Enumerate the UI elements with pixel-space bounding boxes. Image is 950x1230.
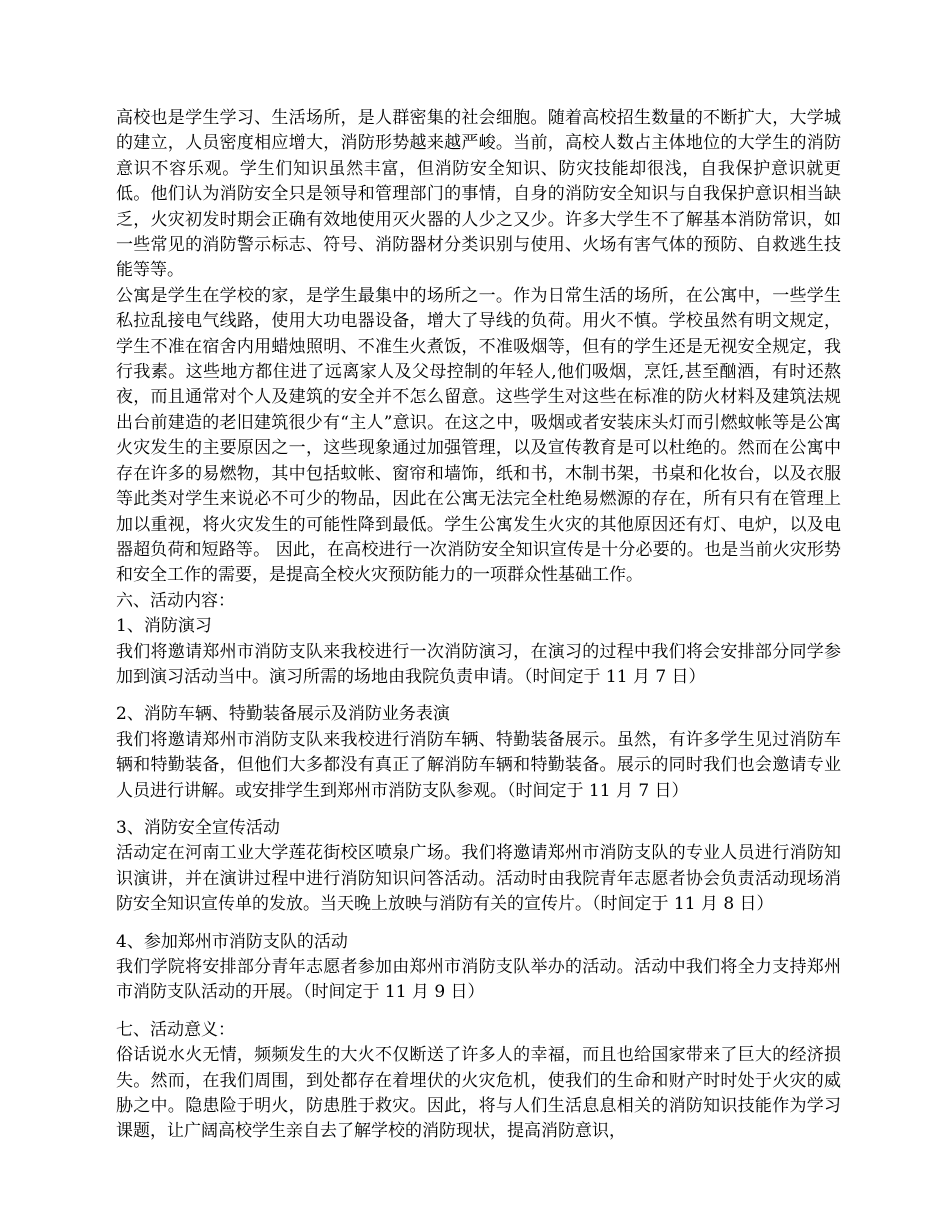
section-activity-significance (116, 1018, 841, 1145)
document-page (116, 106, 841, 1157)
paragraph-activity-significance: 俗话说水火无情，频频发生的大火不仅断送了许多人的幸福，而且也给国家带来了巨大的经济损失。然而，在我们周围，到处都存在着埋伏的火灾危机，使我们的生命和财产时时处于火灾的威胁之中。隐患险于明火，防患胜于救灾。因此，将与人们生活息息相关的消防知识技能作为学习课题，让广阔高校学生亲自去了解学校的消防现状，提高消防意识， (116, 1045, 841, 1142)
item-body-safety-publicity: 活动定在河南工业大学莲花街校区喷泉广场。我们将邀请郑州市消防支队的专业人员进行消防知识演讲，并在演讲过程中进行消防知识问答活动。活动时由我院青年志愿者协会负责活动现场消防安全知识宣传单的发放。当天晚上放映与消防有关的宣传片。（时间定于 11 月 8 日） (116, 843, 841, 915)
item-body-vehicle-display: 我们将邀请郑州市消防支队来我校进行消防车辆、特勤装备展示。虽然，有许多学生见过消防车辆和特勤装备，但他们大多都没有真正了解消防车辆和特勤装备。展示的同时我们也会邀请专业人员进行讲解。或安排学生到郑州市消防支队参观。（时间定于 11 月 7 日） (116, 729, 841, 801)
item-title-join-brigade-activity: 4、参加郑州市消防支队的活动 (116, 931, 348, 952)
item-body-fire-drill: 我们将邀请郑州市消防支队来我校进行一次消防演习，在演习的过程中我们将会安排部分同学参加到演习活动当中。演习所需的场地由我院负责申请。（时间定于 11 月 7 日） (116, 641, 841, 687)
section-activity-content (116, 589, 841, 691)
section-item-join-brigade-activity (116, 930, 841, 1006)
intro-paragraph-campus-fire-awareness: 高校也是学生学习、生活场所，是人群密集的社会细胞。随着高校招生数量的不断扩大，大学城的建立，人员密度相应增大，消防形势越来越严峻。当前，高校人数占主体地位的大学生的消防意识不容乐观。学生们知识虽然丰富，但消防安全知识、防灾技能却很浅，自我保护意识就更低。他们认为消防安全只是领导和管理部门的事情，自身的消防安全知识与自我保护意识相当缺乏，火灾初发时期会正确有效地使用灭火器的人少之又少。许多大学生不了解基本消防常识，如一些常见的消防警示标志、符号、消防器材分类识别与使用、火场有害气体的预防、自救逃生技能等等。 (116, 108, 841, 281)
section-heading-activity-significance: 七、活动意义： (116, 1019, 235, 1040)
section-heading-activity-content: 六、活动内容： (116, 590, 235, 611)
section-item-vehicle-display (116, 702, 841, 804)
item-title-vehicle-display: 2、消防车辆、特勤装备展示及消防业务表演 (116, 704, 450, 725)
paragraph-dormitory-fire-risks: 公寓是学生在学校的家，是学生最集中的场所之一。作为日常生活的场所，在公寓中，一些学生私拉乱接电气线路，使用大功电器设备，增大了导线的负荷。用火不慎。学校虽然有明文规定，学生不准在宿舍内用蜡烛照明、不准生火煮饭，不准吸烟等，但有的学生还是无视安全规定，我行我素。这些地方都住进了远离家人及父母控制的年轻人,他们吸烟，烹饪,甚至酗酒，有时还熬夜，而且通常对个人及建筑的安全并不怎么留意。这些学生对这些在标准的防火材料及建筑法规出台前建造的老旧建筑很少有“主人”意识。在这之中，吸烟或者安装床头灯而引燃蚊帐等是公寓火灾发生的主要原因之一，这些现象通过加强管理，以及宣传教育是可以杜绝的。然而在公寓中存在许多的易燃物，其中包括蚊帐、窗帘和墙饰，纸和书，木制书架，书桌和化妆台，以及衣服等此类对学生来说必不可少的物品，因此在公寓无法完全杜绝易燃源的存在，所有只有在管理上加以重视，将火灾发生的可能性降到最低。学生公寓发生火灾的其他原因还有灯、电炉，以及电器超负荷和短路等。 因此，在高校进行一次消防安全知识宣传是十分必要的。也是当前火灾形势和安全工作的需要，是提高全校火灾预防能力的一项群众性基础工作。 (116, 285, 841, 586)
item-title-safety-publicity: 3、消防安全宣传活动 (116, 817, 280, 838)
section-item-safety-publicity (116, 816, 841, 918)
item-title-fire-drill: 1、消防演习 (116, 616, 212, 637)
item-body-join-brigade-activity: 我们学院将安排部分青年志愿者参加由郑州市消防支队举办的活动。活动中我们将全力支持郑州市消防支队活动的开展。（时间定于 11 月 9 日） (116, 957, 841, 1003)
